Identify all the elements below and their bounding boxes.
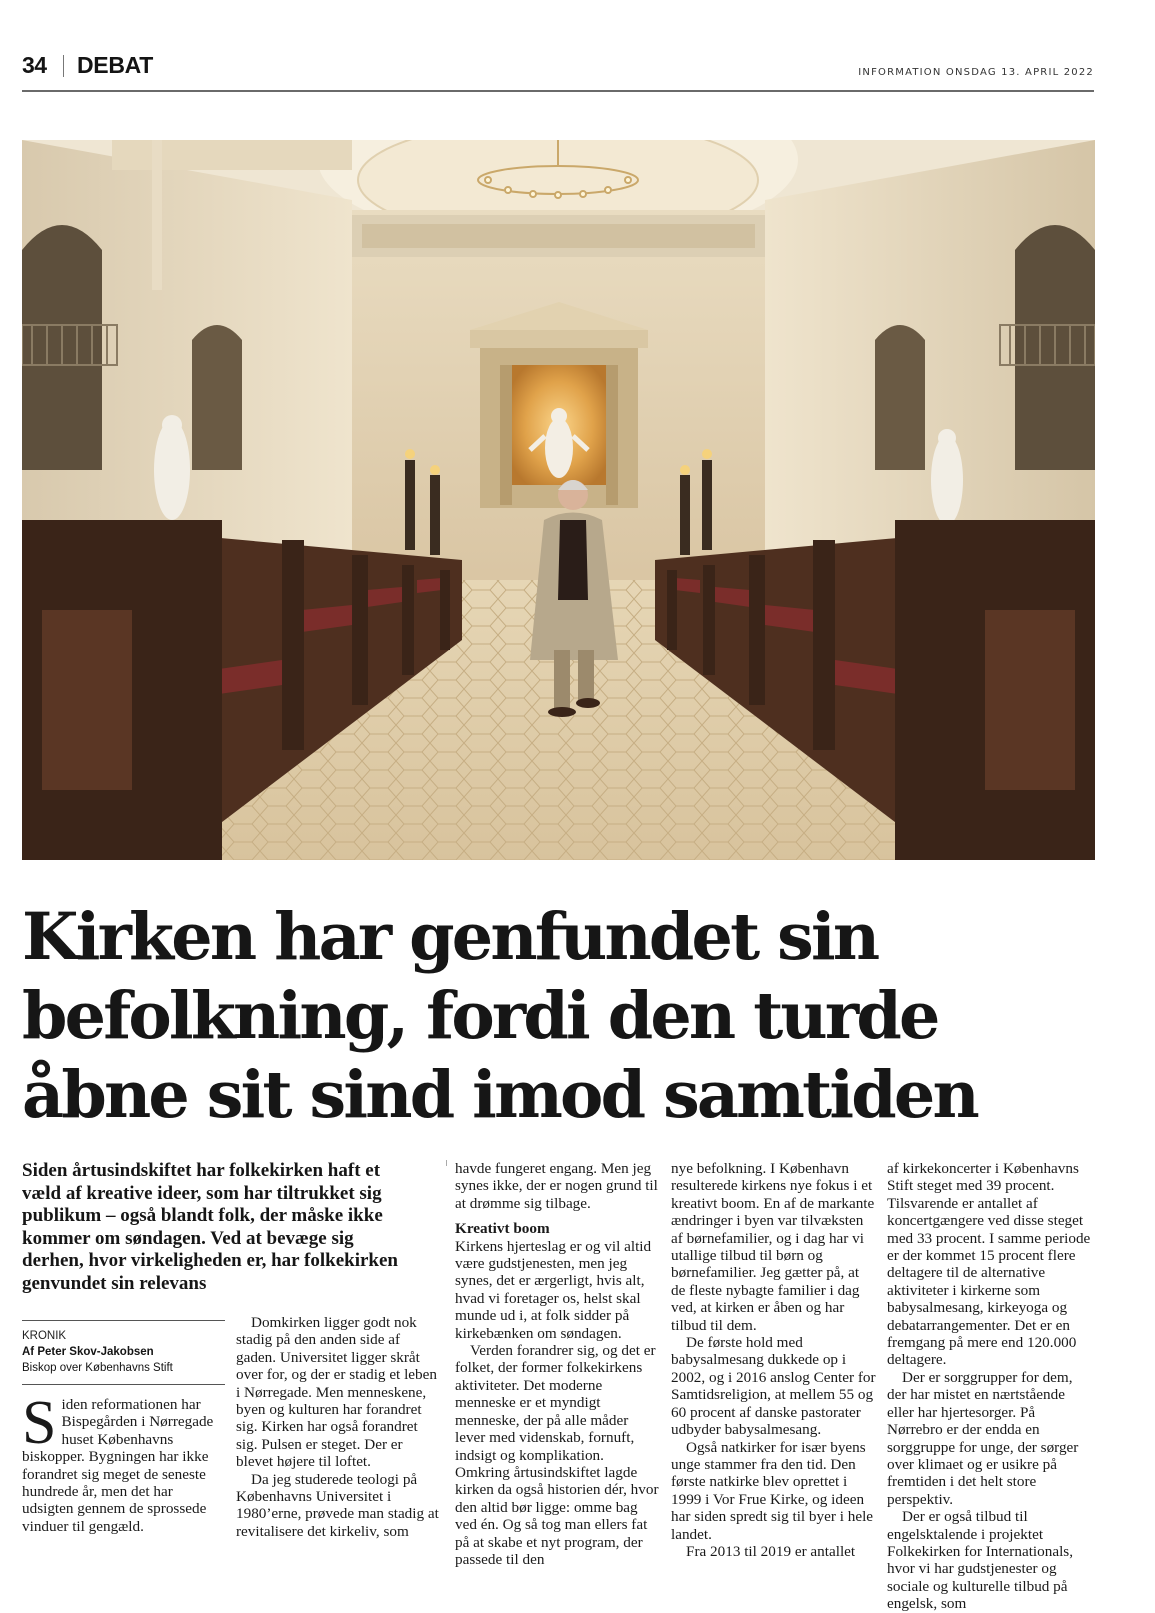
body-column-1 xyxy=(22,1389,225,1535)
article-photo xyxy=(22,140,1095,860)
byline-author: Af Peter Skov-Jakobsen xyxy=(22,1346,154,1358)
body-paragraph: Der er også tilbud til engelsktalende i projektet Folkekirken for Internationals, hvor vi har gudstjenester og sociale og kulturelle tilbud på engelsk, som xyxy=(887,1508,1073,1613)
headline: Kirken har genfundet sin befolkning, fordi den turde åbne sit sind imod samtiden xyxy=(22,899,977,1133)
body-paragraph: Domkirken ligger godt nok stadig på den anden side af gaden. Universitet ligger skråt over for, og der er stadig et leben i Nørregade. Men menneskene, byen og kulturen har forandret sig. Kirken har også forandret sig. Pulsen er steget. Der er blevet højere til loftet. xyxy=(236,1314,437,1471)
section-label: DEBAT xyxy=(77,52,154,78)
subheading: Kreativt boom xyxy=(455,1220,550,1238)
body-paragraph: Da jeg studerede teologi på Københavns Universitet i 1980’erne, prøvede man stadig at revitalisere det kirkeliv, som xyxy=(236,1470,439,1540)
masthead xyxy=(22,50,1094,92)
body-paragraph: Verden forandrer sig, og det er folket, der former folkekirkens aktiviteter. Det moderne menneske er et myndigt menneske, der på alle måder lever med videnskab, fornuft, indsigt og komplikation. Omkring årtusindskiftet lagde kirken da også historien dér, hvor den altid bør ligge: omme bag ved én. Og så tog man ellers fat på at skabe et nyt program, der passede til den xyxy=(455,1342,659,1568)
dateline: INFORMATION ONSDAG 13. APRIL 2022 xyxy=(858,67,1094,78)
body-column-4 xyxy=(671,1160,876,1560)
body-column-5 xyxy=(887,1160,1092,1613)
masthead-separator xyxy=(63,55,64,77)
body-paragraph: De første hold med babysalmesang dukkede op i 2002, og i 2016 anslog Center for Samtidsreligion, at mellem 55 og 60 procent af danske pastorater udbyder babysalmesang. xyxy=(671,1334,876,1439)
body-paragraph: havde fungeret engang. Men jeg synes ikke, der er nogen grund til at drømme sig tilbage. xyxy=(455,1160,658,1212)
byline-rule xyxy=(22,1384,225,1385)
body-paragraph: af kirkekoncerter i Københavns Stift steget med 39 procent. Tilsvarende er antallet af koncertgængere ved disse steget med 33 procent. I samme periode er der kommet 15 procent flere deltagere til de alternative aktiviteter i kirkerne som babysalmesang, kirkeyoga og debatarrangementer. Det er en fremgang på mere end 120.000 deltagere. xyxy=(887,1160,1091,1369)
body-paragraph: Kirkens hjerteslag er og vil altid være gudstjenesten, men jeg synes, det er ærgerligt, hvis alt, hvad vi foretager os, helst skal munde ud i, at folk sidder på kirkebænken om søndagen. xyxy=(455,1237,652,1342)
body-column-2 xyxy=(236,1314,441,1540)
lead-paragraph: Siden årtusindskiftet har folkekirken haft et væld af kreative ideer, som har tiltrukket sig publikum – også blandt folk, der måske ikke kommer om søndagen. Ved at bevæge sig derhen, hvor virkeligheden er, har folkekirken genvundet sin relevans xyxy=(22,1160,398,1294)
body-paragraph: iden reformationen har Bispegården i Nørregade huset Københavns biskopper. Bygningen har ikke forandret sig meget de seneste hundrede år, men det har udsigten gennem de sprossede vinduer til gengæld. xyxy=(22,1396,214,1535)
body-column-3 xyxy=(455,1160,660,1568)
body-paragraph: Fra 2013 til 2019 er antallet xyxy=(686,1542,856,1560)
byline-role: Biskop over Københavns Stift xyxy=(22,1362,173,1374)
byline xyxy=(22,1320,225,1385)
body-paragraph: Der er sorggrupper for dem, der har mistet en nærtstående eller har hjertesorger. På Nørrebro er der endda en sorggruppe for unge, der sørger over klimaet og er usikre på fremtiden i det helt store perspektiv. xyxy=(887,1368,1079,1508)
page-number: 34 xyxy=(22,52,47,78)
column-rule xyxy=(446,1160,447,1166)
dropcap: S xyxy=(22,1389,57,1457)
body-paragraph: nye befolkning. I København resulterede kirkens nye fokus i et kreativt boom. En af de markante ændringer i byen var tilvæksten af børnefamilier, og i dag har vi utallige tilbud til børn og børnefamilier. Jeg gætter på, at de fleste nybagte familier i dag ved, at kirken er åben og har tilbud til dem. xyxy=(671,1160,875,1334)
body-paragraph: Også natkirker for især byens unge stammer fra den tid. Den første natkirke blev oprettet i 1999 i Vor Frue Kirke, og ideen har siden spredt sig til byer i hele landet. xyxy=(671,1438,874,1543)
byline-label: KRONIK xyxy=(22,1330,67,1342)
